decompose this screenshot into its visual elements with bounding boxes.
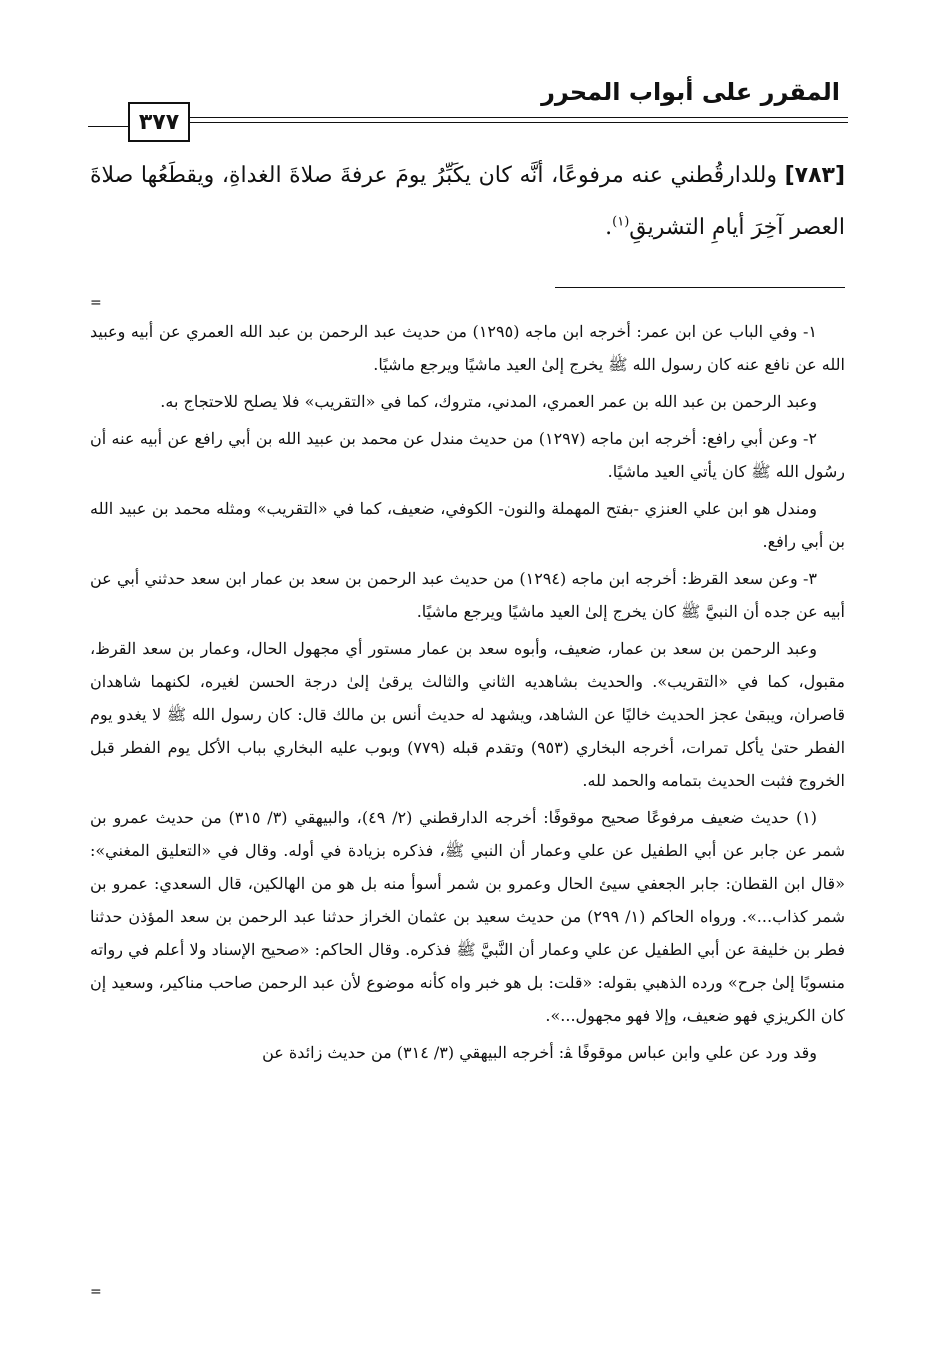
- continuation-mark-bottom: =: [90, 1284, 102, 1300]
- header-rule-bottom: [190, 122, 848, 123]
- hadith-number: [٧٨٣]: [784, 163, 845, 188]
- header-rule-top: [190, 117, 848, 118]
- continuation-mark-top: =: [90, 295, 102, 311]
- footnotes-section: [90, 315, 845, 1073]
- footnote-1: (١) حديث ضعيف مرفوعًا صحيح موقوفًا: أخرجه الدارقطني (٢/ ٤٩)، والبيهقي (٣/ ٣١٥) من حديث عمرو بن شمر عن جابر عن أبي الطفيل عن علي وعمار أن النبي ﷺ، فذكره بزيادة في أوله. وقال في «التعليق المغني»: «قال ابن القطان: جابر الجعفي سيئ الحال وعمرو بن شمر أسوأ منه بل هو من الهالكين، قال السعدي: عمرو بن شمر كذاب...». ورواه الحاكم (١/ ٢٩٩) من حديث سعيد بن عثمان الخراز حدثنا عبد الرحمن بن سعد المؤذن حدثنا فطر بن خليفة عن أبي الطفيل عن علي وعمار أن النَّبيَّ ﷺ فذكره. وقال الحاكم: «صحيح الإسناد ولا أعلم في رواته منسوبًا إلىٰ جرح» ورده الذهبي بقوله: «قلت: بل هو خبر واه كأنه موضوع لأن عبد الرحمن صاحب مناكير، وسعيد إن كان الكريزي فهو ضعيف، وإلا فهو مجهول...».: [90, 808, 846, 1025]
- footnote-paragraph: ومندل هو ابن علي العنزي -بفتح المهملة والنون- الكوفي، ضعيف، كما في «التقريب» ومثله محمد بن عبيد الله بن أبي رافع.: [90, 499, 845, 551]
- main-hadith-text: [90, 150, 845, 254]
- footnote-paragraph: ١- وفي الباب عن ابن عمر: أخرجه ابن ماجه (١٢٩٥) من حديث عبد الرحمن بن عبد الله العمري عن أبيه وعبيد الله عن نافع عنه كان رسول الله ﷺ يخرج إلىٰ العيد ماشيًا ويرجع ماشيًا.: [90, 322, 845, 374]
- hadith-body: وللدارقُطني عنه مرفوعًا، أنَّه كان يكَبِّرُ يومَ عرفةَ صلاةَ الغداةِ، ويقطَعُها صلاةَ العصر آخِرَ أيامِ التشريقِ: [90, 163, 845, 240]
- running-title: المقرر على أبواب المحرر: [541, 78, 840, 106]
- header-rule-left: [88, 126, 128, 127]
- footnote-separator: [555, 287, 845, 288]
- hadith-end-mark: .: [605, 215, 613, 240]
- footnote-paragraph: وقد ورد عن علي وابن عباس موقوفًا ﭭ: أخرجه البيهقي (٣/ ٣١٤) من حديث زائدة عن: [262, 1043, 817, 1062]
- footnote-ref[interactable]: (١): [612, 214, 630, 230]
- footnote-paragraph: وعبد الرحمن بن عبد الله بن عمر العمري، المدني، متروك، كما في «التقريب» فلا يصلح للاحتجاج به.: [160, 392, 817, 411]
- footnote-paragraph: ٣- وعن سعد القرظ: أخرجه ابن ماجه (١٢٩٤) من حديث عبد الرحمن بن سعد بن عمار ابن سعد حدثني أبي عن أبيه عن جده أن النبيَّ ﷺ كان يخرج إلىٰ العيد ماشيًا ويرجع ماشيًا.: [90, 569, 845, 621]
- footnote-paragraph: وعبد الرحمن بن سعد بن عمار، ضعيف، وأبوه سعد بن عمار مستور أي مجهول الحال، وعمار بن سعد القرظ، مقبول، كما في «التقريب». والحديث بشاهديه الثاني والثالث يرقىٰ إلىٰ درجة الحسن لغيره، لكنهما شاهدان قاصران، ويبقىٰ عجز الحديث خاليًا عن الشاهد، ويشهد له حديث أنس بن مالك قال: كان رسول الله ﷺ لا يغدو يوم الفطر حتىٰ يأكل تمرات، أخرجه البخاري (٩٥٣) وتقدم قبله (٧٧٩) وبوب عليه البخاري بباب الأكل يوم الفطر قبل الخروج فثبت الحديث بتمامه والحمد لله.: [90, 639, 846, 790]
- page-number: ٣٧٧: [128, 102, 190, 142]
- footnote-paragraph: ٢- وعن أبي رافع: أخرجه ابن ماجه (١٢٩٧) من حديث مندل عن محمد بن عبيد الله بن أبي رافع عن أبيه عنه أن رسُول الله ﷺ كان يأتي العيد ماشيًا.: [90, 429, 845, 481]
